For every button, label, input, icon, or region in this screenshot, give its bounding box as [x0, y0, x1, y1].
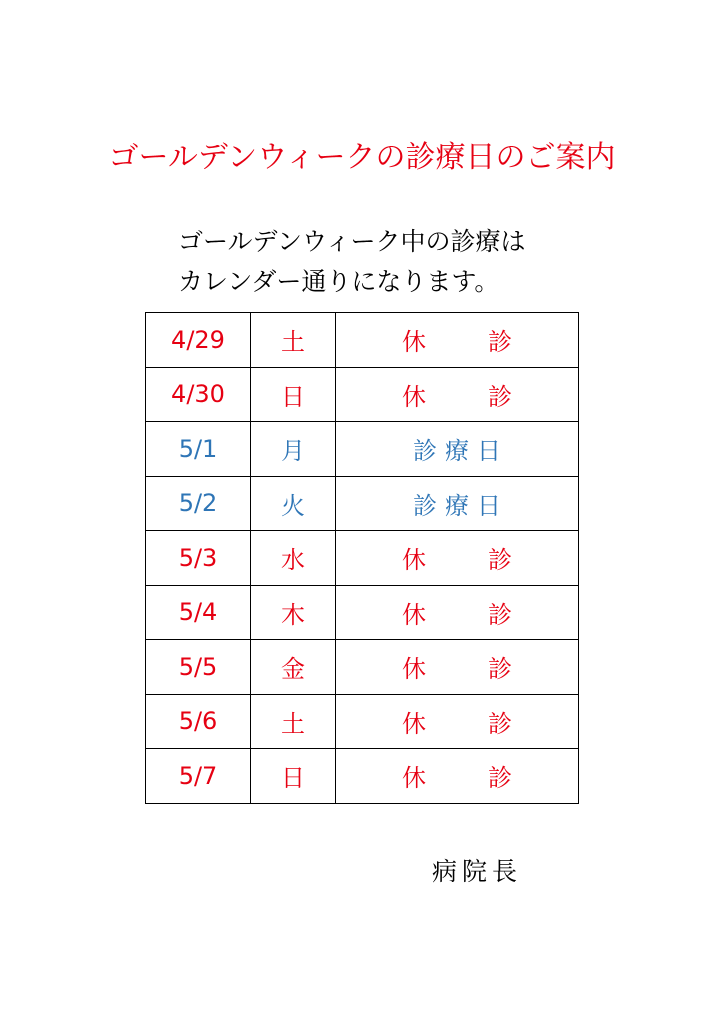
date-cell: 5/6: [146, 694, 251, 749]
weekday-cell: 日: [251, 367, 336, 422]
table-row: [146, 694, 579, 749]
weekday-cell: 日: [251, 749, 336, 804]
date-cell: 5/4: [146, 585, 251, 640]
weekday-cell: 土: [251, 694, 336, 749]
date-cell: 4/30: [146, 367, 251, 422]
date-cell: 5/1: [146, 422, 251, 477]
signature: 病院長: [432, 857, 523, 886]
weekday-cell: 火: [251, 476, 336, 531]
status-cell: 診療日: [336, 476, 579, 531]
status-cell: 休診: [336, 313, 579, 368]
weekday-cell: 木: [251, 585, 336, 640]
table-row: [146, 313, 579, 368]
date-cell: 5/2: [146, 476, 251, 531]
status-cell: 診療日: [336, 422, 579, 477]
table-row: [146, 585, 579, 640]
weekday-cell: 水: [251, 531, 336, 586]
weekday-cell: 土: [251, 313, 336, 368]
status-cell: 休診: [336, 531, 579, 586]
table-row: [146, 367, 579, 422]
table-row: [146, 640, 579, 695]
table-row: [146, 476, 579, 531]
table-row: [146, 749, 579, 804]
schedule-table: [145, 312, 579, 804]
intro-text: [178, 222, 526, 302]
status-cell: 休診: [336, 585, 579, 640]
weekday-cell: 月: [251, 422, 336, 477]
date-cell: 4/29: [146, 313, 251, 368]
status-cell: 休診: [336, 367, 579, 422]
table-row: [146, 531, 579, 586]
intro-line-2: カレンダー通りになります。: [178, 267, 500, 296]
table-row: [146, 422, 579, 477]
date-cell: 5/7: [146, 749, 251, 804]
date-cell: 5/5: [146, 640, 251, 695]
status-cell: 休診: [336, 694, 579, 749]
date-cell: 5/3: [146, 531, 251, 586]
page-title: ゴールデンウィークの診療日のご案内: [108, 140, 616, 175]
weekday-cell: 金: [251, 640, 336, 695]
status-cell: 休診: [336, 749, 579, 804]
status-cell: 休診: [336, 640, 579, 695]
intro-line-1: ゴールデンウィーク中の診療は: [178, 227, 526, 256]
